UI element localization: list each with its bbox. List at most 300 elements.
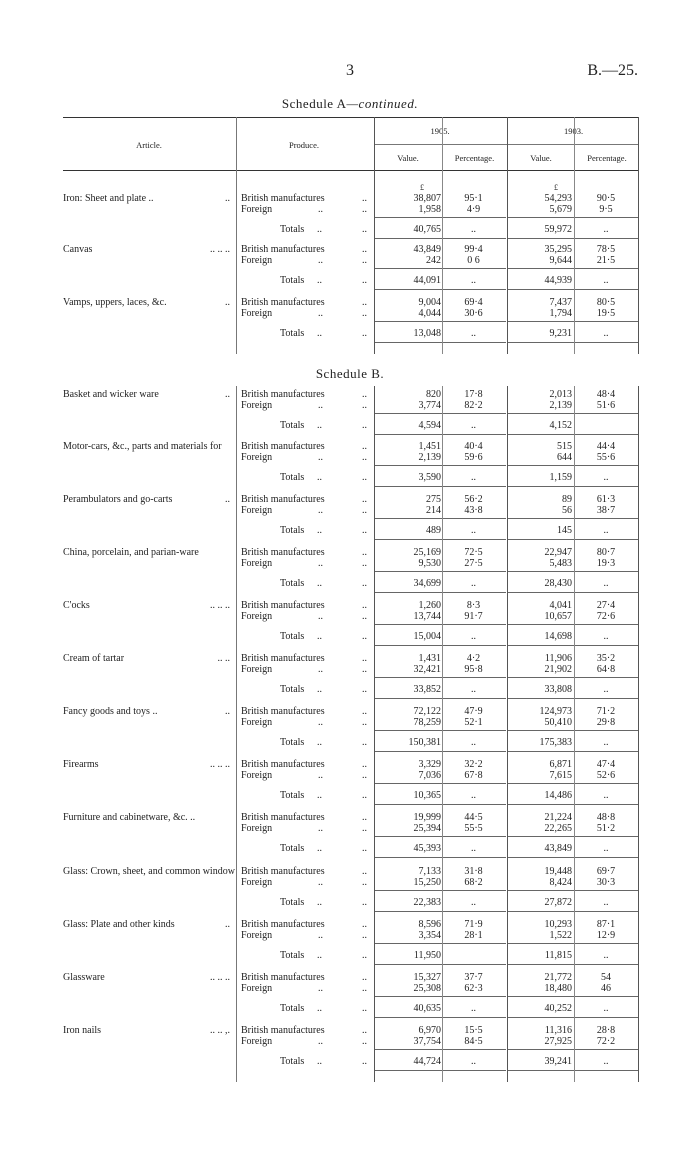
totals-v1-value: 44,091 xyxy=(413,275,441,286)
totals-p1-value: .. xyxy=(471,578,476,589)
leader-dots: .. xyxy=(318,204,323,215)
foreign-v2-value: 5,679 xyxy=(549,204,572,215)
leader-dots: .. xyxy=(362,759,367,770)
british-v2-value: 21,224 xyxy=(544,812,572,823)
subtotal-rule xyxy=(374,413,506,414)
totals-label: Totals xyxy=(280,578,305,589)
column-divider xyxy=(442,969,443,1029)
leader-dots: .. xyxy=(362,843,367,854)
subtotal-rule xyxy=(374,890,506,891)
column-divider xyxy=(574,1022,575,1082)
foreign-v1-value: 7,036 xyxy=(418,770,441,781)
column-divider xyxy=(638,491,639,551)
column-divider xyxy=(507,294,508,354)
totals-v2-value: 43,849 xyxy=(544,843,572,854)
totals-v1-value: 34,699 xyxy=(413,578,441,589)
totals-v2-value: 27,872 xyxy=(544,897,572,908)
leader-dots: .. xyxy=(317,684,322,695)
column-divider xyxy=(236,294,237,354)
leader-dots: .. xyxy=(317,420,322,431)
foreign-v2-value: 7,615 xyxy=(549,770,572,781)
totals-p2-value: .. xyxy=(603,1003,609,1014)
foreign-v1-value: 2,139 xyxy=(418,452,441,463)
british-p1-value: 37·7 xyxy=(464,972,483,983)
produce-british-label: British manufactures xyxy=(241,389,325,400)
column-divider xyxy=(574,969,575,1029)
column-divider xyxy=(574,241,575,301)
produce-foreign-label: Foreign xyxy=(241,400,273,411)
leader-dots: .. xyxy=(362,578,367,589)
column-header-value-1: Value. xyxy=(397,153,419,163)
british-p1-value: 99·4 xyxy=(464,244,483,255)
leader-dots: .. xyxy=(318,452,323,463)
column-divider xyxy=(574,916,575,976)
subtotal-rule xyxy=(374,321,506,322)
column-divider xyxy=(507,241,508,301)
subtotal-rule xyxy=(374,943,506,944)
leader-dots: .. xyxy=(318,308,323,319)
leader-dots: .. xyxy=(362,866,367,877)
produce-british-label: British manufactures xyxy=(241,494,325,505)
leader-dots: .. xyxy=(362,494,367,505)
column-divider xyxy=(374,1022,375,1082)
leader-dots: .. xyxy=(318,717,323,728)
foreign-v2-value: 21,902 xyxy=(544,664,572,675)
column-divider xyxy=(374,386,375,446)
british-p1-value: 17·8 xyxy=(464,389,483,400)
produce-foreign-label: Foreign xyxy=(241,611,273,622)
totals-p2-value: .. xyxy=(603,328,609,339)
column-divider xyxy=(574,756,575,816)
column-divider xyxy=(638,597,639,657)
british-v1-value: 25,169 xyxy=(413,547,441,558)
totals-v1-value: 489 xyxy=(426,525,441,536)
british-p1-value: 32·2 xyxy=(464,759,483,770)
produce-british-label: British manufactures xyxy=(241,812,325,823)
column-header-year-1: 1905. xyxy=(430,126,450,136)
leader-dots: .. xyxy=(362,930,367,941)
article-leader-dots: .. .. .. xyxy=(210,244,230,255)
column-divider xyxy=(574,544,575,604)
foreign-v2-value: 56 xyxy=(562,505,572,516)
british-p2-value: 44·4 xyxy=(596,441,616,452)
british-p1-value: 4·2 xyxy=(466,653,481,664)
foreign-p2-value: 21·5 xyxy=(596,255,616,266)
leader-dots: .. xyxy=(317,843,322,854)
article-leader-dots: .. xyxy=(225,193,230,204)
column-divider xyxy=(374,597,375,657)
column-divider xyxy=(574,863,575,923)
british-v1-value: 1,451 xyxy=(418,441,441,452)
foreign-v1-value: 37,754 xyxy=(413,1036,441,1047)
british-v2-value: 19,448 xyxy=(544,866,572,877)
produce-british-label: British manufactures xyxy=(241,919,325,930)
totals-v1-value: 13,048 xyxy=(413,328,441,339)
totals-rule xyxy=(374,645,506,646)
british-v2-value: 10,293 xyxy=(544,919,572,930)
totals-p2-value: .. xyxy=(603,950,609,961)
foreign-p1-value: 28·1 xyxy=(464,930,483,941)
foreign-p2-value: 64·8 xyxy=(596,664,616,675)
british-v2-value: 4,041 xyxy=(549,600,572,611)
article-name: China, porcelain, and parian-ware xyxy=(63,547,199,558)
article-leader-dots: .. xyxy=(225,919,230,930)
leader-dots: .. xyxy=(362,420,367,431)
leader-dots: .. xyxy=(362,224,367,235)
leader-dots: .. xyxy=(362,631,367,642)
column-divider xyxy=(638,1022,639,1082)
foreign-p2-value: 51·2 xyxy=(596,823,616,834)
column-divider xyxy=(374,241,375,301)
schedule-a-title xyxy=(0,96,700,112)
leader-dots: .. xyxy=(362,452,367,463)
subtotal-rule xyxy=(374,1049,506,1050)
totals-p2-value: .. xyxy=(603,684,609,695)
foreign-p1-value: 95·8 xyxy=(464,664,483,675)
totals-rule xyxy=(374,486,506,487)
column-divider xyxy=(507,117,508,191)
column-divider xyxy=(574,809,575,869)
article-leader-dots: .. .. .. xyxy=(210,759,230,770)
article-name: Iron: Sheet and plate .. xyxy=(63,193,154,204)
leader-dots: .. xyxy=(318,823,323,834)
subtotal-rule xyxy=(374,268,506,269)
column-divider xyxy=(236,756,237,816)
article-name: Perambulators and go-carts xyxy=(63,494,173,505)
subtotal-rule xyxy=(374,783,506,784)
produce-british-label: British manufactures xyxy=(241,653,325,664)
totals-v1-value: 11,950 xyxy=(413,950,441,961)
leader-dots: .. xyxy=(362,600,367,611)
totals-rule xyxy=(374,1070,506,1071)
british-v1-value: 1,260 xyxy=(418,600,441,611)
british-v2-value: 11,906 xyxy=(544,653,572,664)
article-leader-dots: .. xyxy=(225,389,230,400)
column-divider xyxy=(574,491,575,551)
column-divider xyxy=(507,756,508,816)
produce-foreign-label: Foreign xyxy=(241,505,273,516)
british-p2-value: 28·8 xyxy=(596,1025,616,1036)
produce-foreign-label: Foreign xyxy=(241,664,273,675)
totals-v1-value: 15,004 xyxy=(413,631,441,642)
british-v1-value: 15,327 xyxy=(413,972,441,983)
leader-dots: .. xyxy=(317,275,322,286)
subtotal-rule xyxy=(374,518,506,519)
column-divider xyxy=(236,386,237,446)
foreign-v1-value: 9,530 xyxy=(418,558,441,569)
subtotal-rule xyxy=(374,836,506,837)
british-p1-value: 8·3 xyxy=(466,600,481,611)
column-divider xyxy=(442,863,443,923)
foreign-v2-value: 22,265 xyxy=(544,823,572,834)
leader-dots: .. xyxy=(362,950,367,961)
british-v1-value: 9,004 xyxy=(418,297,441,308)
column-divider xyxy=(574,703,575,763)
header-bottom-rule xyxy=(63,170,639,171)
column-divider xyxy=(442,117,443,191)
foreign-p1-value: 62·3 xyxy=(464,983,483,994)
subtotal-rule xyxy=(374,624,506,625)
totals-label: Totals xyxy=(280,843,305,854)
leader-dots: .. xyxy=(362,547,367,558)
column-divider xyxy=(374,544,375,604)
leader-dots: .. xyxy=(317,1056,322,1067)
leader-dots: .. xyxy=(317,472,322,483)
leader-dots: .. xyxy=(362,770,367,781)
subtotal-rule xyxy=(374,677,506,678)
column-divider xyxy=(236,241,237,301)
foreign-p1-value: 27·5 xyxy=(464,558,483,569)
foreign-p2-value: 19·5 xyxy=(596,308,616,319)
column-divider xyxy=(374,491,375,551)
column-divider xyxy=(638,386,639,446)
foreign-p1-value: 43·8 xyxy=(464,505,483,516)
column-divider xyxy=(507,438,508,498)
article-leader-dots: .. .. .. xyxy=(210,600,230,611)
totals-rule xyxy=(374,698,506,699)
column-divider xyxy=(236,597,237,657)
column-divider xyxy=(374,438,375,498)
foreign-p2-value: 72·2 xyxy=(596,1036,616,1047)
totals-v2-value: 59,972 xyxy=(544,224,572,235)
british-v2-value: 515 xyxy=(557,441,572,452)
totals-v1-value: 44,724 xyxy=(413,1056,441,1067)
foreign-v1-value: 242 xyxy=(426,255,441,266)
foreign-p2-value: 51·6 xyxy=(596,400,616,411)
totals-v1-value: 10,365 xyxy=(413,790,441,801)
british-p2-value: 80·5 xyxy=(596,297,616,308)
column-divider xyxy=(374,809,375,869)
totals-v1-value: 4,594 xyxy=(418,420,441,431)
column-divider xyxy=(507,650,508,710)
column-divider xyxy=(442,809,443,869)
british-p1-value: 95·1 xyxy=(464,193,483,204)
leader-dots: .. xyxy=(362,983,367,994)
foreign-p1-value: 0 6 xyxy=(467,255,480,266)
totals-v1-value: 22,383 xyxy=(413,897,441,908)
leader-dots: .. xyxy=(362,400,367,411)
produce-foreign-label: Foreign xyxy=(241,204,273,215)
leader-dots: .. xyxy=(362,1056,367,1067)
column-divider xyxy=(507,969,508,1029)
article-name: Basket and wicker ware xyxy=(63,389,159,400)
foreign-v1-value: 25,308 xyxy=(413,983,441,994)
leader-dots: .. xyxy=(318,877,323,888)
british-v1-value: 3,329 xyxy=(418,759,441,770)
totals-label: Totals xyxy=(280,897,305,908)
column-divider xyxy=(442,386,443,446)
totals-label: Totals xyxy=(280,328,305,339)
leader-dots: .. xyxy=(362,1025,367,1036)
totals-rule xyxy=(374,342,506,343)
produce-british-label: British manufactures xyxy=(241,600,325,611)
column-divider xyxy=(442,438,443,498)
leader-dots: .. xyxy=(318,1036,323,1047)
totals-v2-value: 14,698 xyxy=(544,631,572,642)
leader-dots: .. xyxy=(362,972,367,983)
totals-p2-value: .. xyxy=(603,737,609,748)
totals-p2-value: .. xyxy=(603,843,609,854)
column-header-percentage-2: Percentage. xyxy=(587,153,627,163)
foreign-p2-value: 29·8 xyxy=(596,717,616,728)
totals-v1-value: 3,590 xyxy=(418,472,441,483)
leader-dots: .. xyxy=(362,684,367,695)
totals-p1-value: .. xyxy=(471,1056,476,1067)
produce-british-label: British manufactures xyxy=(241,193,325,204)
leader-dots: .. xyxy=(362,717,367,728)
article-leader-dots: .. xyxy=(225,706,230,717)
column-divider xyxy=(374,863,375,923)
leader-dots: .. xyxy=(362,308,367,319)
totals-rule xyxy=(374,751,506,752)
british-v1-value: 1,431 xyxy=(418,653,441,664)
column-divider xyxy=(236,969,237,1029)
totals-rule xyxy=(374,434,506,435)
leader-dots: .. xyxy=(318,400,323,411)
currency-symbol-2: £ xyxy=(554,183,558,192)
produce-foreign-label: Foreign xyxy=(241,983,273,994)
produce-foreign-label: Foreign xyxy=(241,1036,273,1047)
totals-label: Totals xyxy=(280,420,305,431)
british-p2-value: 27·4 xyxy=(596,600,616,611)
column-header-percentage-1: Percentage. xyxy=(454,153,495,163)
british-v2-value: 124,973 xyxy=(539,706,572,717)
article-name: Firearms xyxy=(63,759,99,770)
leader-dots: .. xyxy=(362,204,367,215)
leader-dots: .. xyxy=(362,275,367,286)
leader-dots: .. xyxy=(362,441,367,452)
totals-p1-value: .. xyxy=(471,275,476,286)
column-header-produce: Produce. xyxy=(289,140,319,150)
article-name: Iron nails xyxy=(63,1025,102,1036)
article-leader-dots: .. xyxy=(225,494,230,505)
foreign-v2-value: 9,644 xyxy=(549,255,572,266)
leader-dots: .. xyxy=(362,525,367,536)
column-divider xyxy=(638,544,639,604)
totals-p1-value: .. xyxy=(471,843,476,854)
british-p1-value: 15·5 xyxy=(464,1025,483,1036)
british-v2-value: 89 xyxy=(562,494,572,505)
produce-foreign-label: Foreign xyxy=(241,255,273,266)
column-divider xyxy=(638,294,639,354)
article-name: Furniture and cabinetware, &c. .. xyxy=(63,812,196,823)
column-divider xyxy=(442,544,443,604)
subtotal-rule xyxy=(374,217,506,218)
totals-v2-value: 9,231 xyxy=(549,328,572,339)
british-p2-value: 87·1 xyxy=(596,919,616,930)
leader-dots: .. xyxy=(362,706,367,717)
totals-v2-value: 14,486 xyxy=(544,790,572,801)
article-leader-dots: .. .. ,. xyxy=(210,1025,230,1036)
british-v2-value: 6,871 xyxy=(549,759,572,770)
foreign-v1-value: 1,958 xyxy=(418,204,441,215)
column-divider xyxy=(442,294,443,354)
page-number: 3 xyxy=(346,62,354,79)
british-v2-value: 54,293 xyxy=(544,193,572,204)
produce-foreign-label: Foreign xyxy=(241,717,273,728)
foreign-v1-value: 15,250 xyxy=(413,877,441,888)
foreign-p2-value: 38·7 xyxy=(596,505,616,516)
column-divider xyxy=(374,117,375,191)
column-divider xyxy=(507,916,508,976)
column-divider xyxy=(442,916,443,976)
produce-british-label: British manufactures xyxy=(241,297,325,308)
leader-dots: .. xyxy=(318,611,323,622)
leader-dots: .. xyxy=(362,877,367,888)
foreign-v1-value: 78,259 xyxy=(413,717,441,728)
foreign-v2-value: 8,424 xyxy=(549,877,572,888)
totals-p1-value: .. xyxy=(471,420,476,431)
foreign-p2-value: 55·6 xyxy=(596,452,616,463)
totals-p2-value: .. xyxy=(603,897,609,908)
leader-dots: .. xyxy=(362,193,367,204)
totals-label: Totals xyxy=(280,275,305,286)
article-name: Glassware xyxy=(63,972,105,983)
foreign-p1-value: 52·1 xyxy=(464,717,483,728)
produce-foreign-label: Foreign xyxy=(241,877,273,888)
totals-v2-value: 145 xyxy=(557,525,572,536)
foreign-v2-value: 1,522 xyxy=(549,930,572,941)
british-v2-value: 7,437 xyxy=(549,297,572,308)
leader-dots: .. xyxy=(318,770,323,781)
leader-dots: .. xyxy=(362,812,367,823)
column-divider xyxy=(374,969,375,1029)
british-p1-value: 71·9 xyxy=(464,919,483,930)
totals-p1-value: .. xyxy=(471,684,476,695)
totals-v1-value: 33,852 xyxy=(413,684,441,695)
leader-dots: .. xyxy=(317,328,322,339)
totals-v2-value: 175,383 xyxy=(539,737,572,748)
totals-label: Totals xyxy=(280,472,305,483)
column-divider xyxy=(236,117,237,191)
totals-p2-value: .. xyxy=(603,275,609,286)
leader-dots: .. xyxy=(362,737,367,748)
foreign-v2-value: 5,483 xyxy=(549,558,572,569)
british-v1-value: 6,970 xyxy=(418,1025,441,1036)
british-p1-value: 72·5 xyxy=(464,547,483,558)
column-divider xyxy=(507,1022,508,1082)
column-divider xyxy=(638,863,639,923)
column-divider xyxy=(442,650,443,710)
totals-label: Totals xyxy=(280,1056,305,1067)
foreign-v1-value: 25,394 xyxy=(413,823,441,834)
foreign-p1-value: 55·5 xyxy=(464,823,483,834)
schedule-a-suffix: —continued. xyxy=(346,96,419,111)
british-p1-value: 31·8 xyxy=(464,866,483,877)
produce-british-label: British manufactures xyxy=(241,866,325,877)
produce-british-label: British manufactures xyxy=(241,441,325,452)
foreign-v2-value: 18,480 xyxy=(544,983,572,994)
produce-british-label: British manufactures xyxy=(241,1025,325,1036)
foreign-p2-value: 12·9 xyxy=(596,930,616,941)
article-name: Glass: Crown, sheet, and common window xyxy=(63,866,235,877)
totals-label: Totals xyxy=(280,790,305,801)
column-divider xyxy=(574,650,575,710)
leader-dots: .. xyxy=(362,255,367,266)
british-v1-value: 7,133 xyxy=(418,866,441,877)
leader-dots: .. xyxy=(317,737,322,748)
british-p2-value: 90·5 xyxy=(596,193,616,204)
foreign-p2-value: 72·6 xyxy=(596,611,616,622)
article-name: C'ocks xyxy=(63,600,90,611)
leader-dots: .. xyxy=(362,823,367,834)
produce-foreign-label: Foreign xyxy=(241,930,273,941)
column-divider xyxy=(638,809,639,869)
british-v2-value: 22,947 xyxy=(544,547,572,558)
leader-dots: .. xyxy=(318,664,323,675)
leader-dots: .. xyxy=(362,1036,367,1047)
subtotal-rule xyxy=(374,996,506,997)
